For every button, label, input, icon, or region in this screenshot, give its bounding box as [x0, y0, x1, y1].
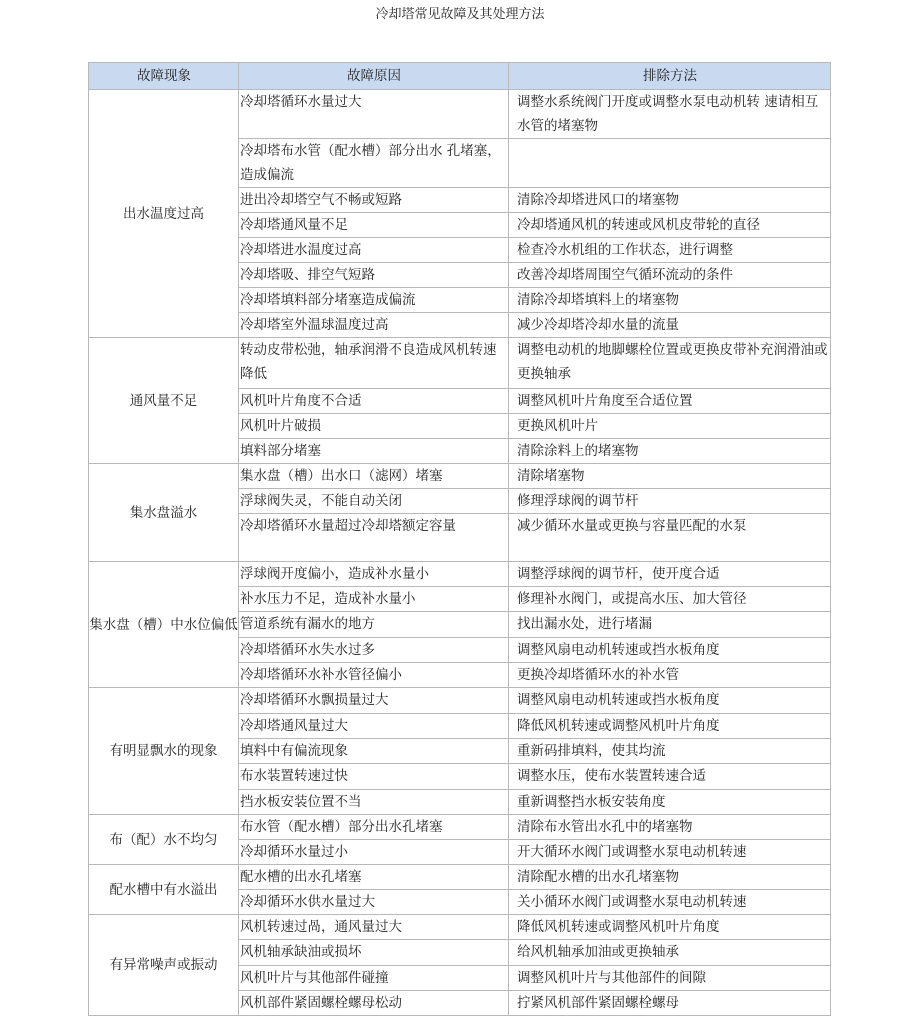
fix-cell: 清除涂料上的堵塞物 — [509, 439, 831, 464]
cause-cell: 冷却塔填料部分堵塞造成偏流 — [239, 288, 509, 313]
cause-cell: 布水装置转速过快 — [239, 764, 509, 790]
fix-cell: 给风机轴承加油或更换轴承 — [509, 940, 831, 966]
fix-cell: 调整风扇电动机转速或挡水板角度 — [509, 638, 831, 663]
table-row — [89, 688, 831, 714]
cause-cell: 风机部件紧固螺栓螺母松动 — [239, 991, 509, 1016]
cause-cell: 布水管（配水槽）部分出水孔堵塞 — [239, 815, 509, 840]
cause-cell: 冷却循环水供水量过大 — [239, 890, 509, 915]
fix-cell: 清除冷却塔填料上的堵塞物 — [509, 288, 831, 313]
fix-cell: 更换风机叶片 — [509, 414, 831, 439]
cause-cell: 配水槽的出水孔堵塞 — [239, 865, 509, 890]
header-fix: 排除方法 — [509, 63, 831, 90]
table-body — [89, 90, 831, 1016]
symptom-cell: 集水盘溢水 — [89, 464, 239, 562]
cause-cell: 冷却塔通风量过大 — [239, 714, 509, 739]
cause-cell: 冷却塔吸、排空气短路 — [239, 263, 509, 288]
fix-cell — [509, 139, 831, 188]
cause-cell: 冷却循环水量过小 — [239, 840, 509, 865]
symptom-cell: 配水槽中有水溢出 — [89, 865, 239, 915]
fix-cell: 清除布水管出水孔中的堵塞物 — [509, 815, 831, 840]
fix-cell: 更换冷却塔循环水的补水管 — [509, 663, 831, 688]
fix-cell: 调整风机叶片与其他部件的间隙 — [509, 966, 831, 991]
header-symptom: 故障现象 — [89, 63, 239, 90]
cause-cell: 冷却塔进水温度过高 — [239, 238, 509, 263]
document-title: 冷却塔常见故障及其处理方法 — [375, 7, 545, 22]
fix-cell: 降低风机转速或调整风机叶片角度 — [509, 915, 831, 940]
cause-cell: 冷却塔循环水飘损量过大 — [239, 688, 509, 714]
cause-cell: 浮球阀失灵，不能自动关闭 — [239, 489, 509, 514]
cause-cell: 挡水板安装位置不当 — [239, 790, 509, 815]
table-row — [89, 338, 831, 389]
fix-cell: 清除配水槽的出水孔堵塞物 — [509, 865, 831, 890]
cause-cell: 集水盘（槽）出水口（滤网）堵塞 — [239, 464, 509, 489]
cause-cell: 风机叶片破损 — [239, 414, 509, 439]
fix-cell: 调整水压，使布水装置转速合适 — [509, 764, 831, 790]
fix-cell: 降低风机转速或调整风机叶片角度 — [509, 714, 831, 739]
fix-cell: 修理补水阀门，或提高水压、加大管径 — [509, 587, 831, 612]
fix-cell: 调整水系统阀门开度或调整水泵电动机转 速请相互水管的堵塞物 — [509, 90, 831, 139]
table-header-row — [89, 63, 831, 90]
fix-cell: 减少冷却塔冷却水量的流量 — [509, 313, 831, 338]
cause-cell: 风机轴承缺油或损坏 — [239, 940, 509, 966]
fix-cell: 修理浮球阀的调节杆 — [509, 489, 831, 514]
table-row — [89, 865, 831, 890]
cause-cell: 浮球阀开度偏小，造成补水量小 — [239, 562, 509, 587]
cause-cell: 冷却塔布水管（配水槽）部分出水 孔堵塞，造成偏流 — [239, 139, 509, 188]
cause-cell: 冷却塔循环水量过大 — [239, 90, 509, 139]
fix-cell: 开大循环水阀门或调整水泵电动机转速 — [509, 840, 831, 865]
symptom-cell: 集水盘（槽）中水位偏低 — [89, 562, 239, 688]
cause-cell: 冷却塔循环水补水管径偏小 — [239, 663, 509, 688]
symptom-cell: 通风量不足 — [89, 338, 239, 464]
cause-cell: 转动皮带松弛，轴承润滑不良造成风机转速降低 — [239, 338, 509, 389]
table-row — [89, 464, 831, 489]
table-row — [89, 562, 831, 587]
fix-cell: 调整风机叶片角度至合适位置 — [509, 389, 831, 414]
fix-cell: 拧紧风机部件紧固螺栓螺母 — [509, 991, 831, 1016]
cause-cell: 管道系统有漏水的地方 — [239, 612, 509, 638]
cause-cell: 填料中有偏流现象 — [239, 739, 509, 764]
fix-cell: 重新调整挡水板安装角度 — [509, 790, 831, 815]
symptom-cell: 有明显飘水的现象 — [89, 688, 239, 815]
fix-cell: 重新码排填料，使其均流 — [509, 739, 831, 764]
fix-cell: 清除冷却塔进风口的堵塞物 — [509, 188, 831, 213]
cause-cell: 冷却塔通风量不足 — [239, 213, 509, 238]
cause-cell: 填料部分堵塞 — [239, 439, 509, 464]
fix-cell: 找出漏水处，进行堵漏 — [509, 612, 831, 638]
cause-cell: 进出冷却塔空气不畅或短路 — [239, 188, 509, 213]
table-row — [89, 815, 831, 840]
cause-cell: 冷却塔室外温球温度过高 — [239, 313, 509, 338]
table-row — [89, 90, 831, 139]
fix-cell: 冷却塔通风机的转速或风机皮带轮的直径 — [509, 213, 831, 238]
cause-cell: 风机转速过咼，通风量过大 — [239, 915, 509, 940]
fix-cell: 减少循环水量或更换与容量匹配的水泵 — [509, 514, 831, 562]
symptom-cell: 有异常噪声或振动 — [89, 915, 239, 1016]
cause-cell: 风机叶片与其他部件碰撞 — [239, 966, 509, 991]
fix-cell: 关小循环水阀门或调整水泵电动机转速 — [509, 890, 831, 915]
cause-cell: 冷却塔循环水量超过冷却塔额定容量 — [239, 514, 509, 562]
table-row — [89, 915, 831, 940]
header-cause: 故障原因 — [239, 63, 509, 90]
cause-cell: 冷却塔循环水失水过多 — [239, 638, 509, 663]
fix-cell: 检查冷水机组的工作状态，进行调整 — [509, 238, 831, 263]
fix-cell: 调整风扇电动机转速或挡水板角度 — [509, 688, 831, 714]
fix-cell: 调整浮球阀的调节杆，使开度合适 — [509, 562, 831, 587]
cause-cell: 补水压力不足，造成补水量小 — [239, 587, 509, 612]
fix-cell: 改善冷却塔周围空气循环流动的条件 — [509, 263, 831, 288]
fix-cell: 调整电动机的地脚螺栓位置或更换皮带补充润滑油或更换轴承 — [509, 338, 831, 389]
fix-cell: 清除堵塞物 — [509, 464, 831, 489]
fault-table — [88, 62, 831, 1016]
cause-cell: 风机叶片角度不合适 — [239, 389, 509, 414]
symptom-cell: 布（配）水不均匀 — [89, 815, 239, 865]
symptom-cell: 出水温度过高 — [89, 90, 239, 338]
